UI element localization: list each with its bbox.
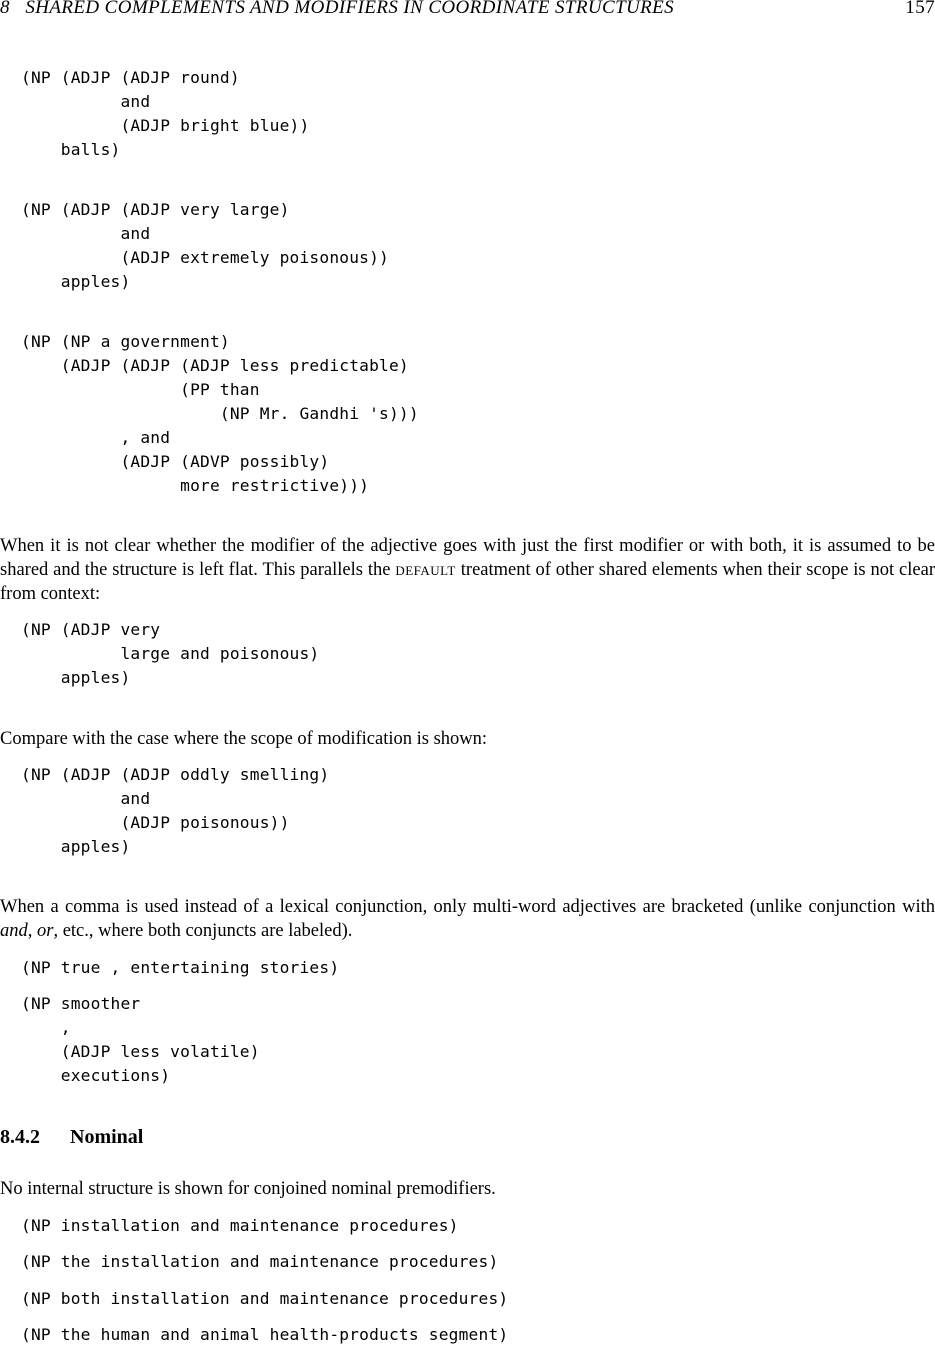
section-number: 8.4.2 [0,1126,40,1148]
small-caps-term: default [395,560,456,580]
code-example-3: (NP (NP a government) (ADJP (ADJP (ADJP less predictable) (PP than (NP Mr. Gandhi 's))) , and (ADJP (ADVP possibly) more restrictive))) [21,332,419,495]
running-header [0,0,935,21]
code-example-11: (NP the human and animal health-products segment) [21,1325,509,1344]
code-example-6: (NP true , entertaining stories) [21,958,340,977]
section-title: Nominal [70,1126,144,1148]
code-example-10: (NP both installation and maintenance procedures) [21,1289,509,1308]
section-heading [0,1126,143,1149]
paragraph-comma: When a comma is used instead of a lexical conjunction, only multi-word adjectives are bracketed (unlike conjunction with and, or, etc., where both conjuncts are labeled). [0,897,935,941]
code-example-4: (NP (ADJP very large and poisonous) apples) [21,620,320,687]
italic-or: or [37,921,54,941]
paragraph-flat-structure: When it is not clear whether the modifier of the adjective goes with just the first modifier or with both, it is assumed to be shared and the structure is left flat. This parallels the default treatment of other shared elements when their scope is not clear from context: [0,536,935,604]
code-example-7: (NP smoother , (ADJP less volatile) executions) [21,994,260,1085]
paragraph-compare: Compare with the case where the scope of modification is shown: [0,729,488,749]
page-number: 157 [905,0,935,18]
code-example-8: (NP installation and maintenance procedures) [21,1216,459,1235]
code-example-2: (NP (ADJP (ADJP very large) and (ADJP extremely poisonous)) apples) [21,200,389,291]
code-example-5: (NP (ADJP (ADJP oddly smelling) and (ADJP poisonous)) apples) [21,765,330,856]
running-title: 8 SHARED COMPLEMENTS AND MODIFIERS IN COORDINATE STRUCTURES [0,0,675,18]
paragraph-nominal: No internal structure is shown for conjoined nominal premodifiers. [0,1179,496,1199]
code-example-1: (NP (ADJP (ADJP round) and (ADJP bright blue)) balls) [21,68,310,159]
code-example-9: (NP the installation and maintenance procedures) [21,1252,499,1271]
italic-and: and [0,921,28,941]
